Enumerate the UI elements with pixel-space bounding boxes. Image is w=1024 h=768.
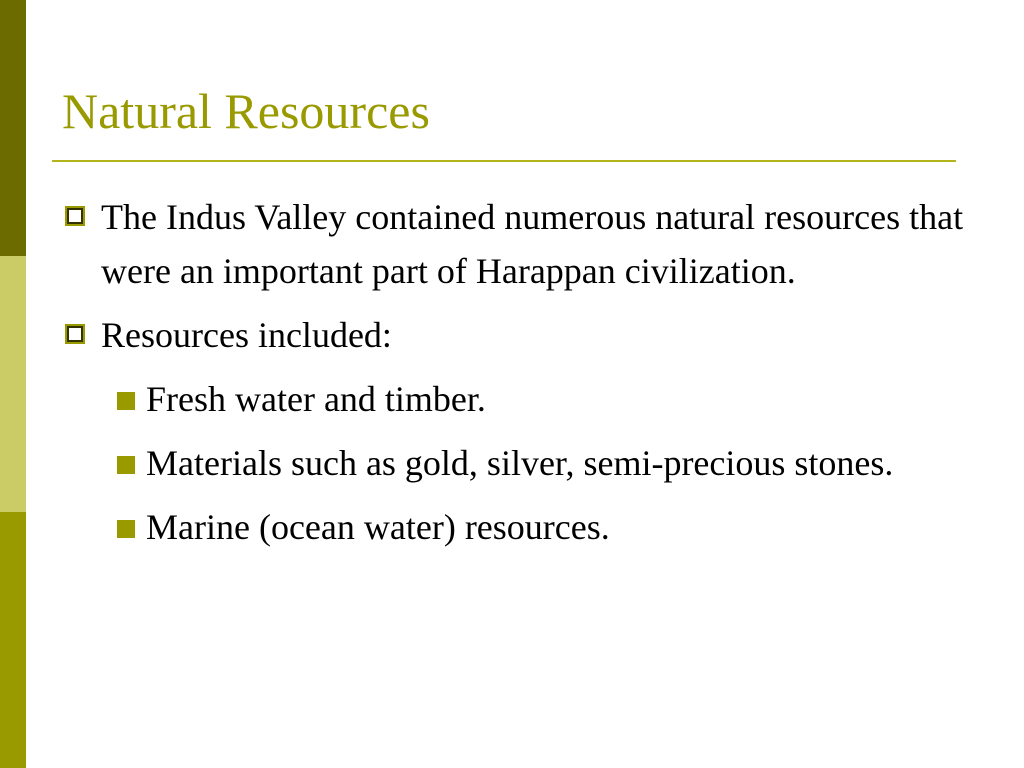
sidebar-stripe-bottom: [0, 512, 26, 768]
sub-bullet-text: Fresh water and timber.: [146, 379, 486, 419]
sub-bullet-item: [64, 372, 964, 426]
slide-title: Natural Resources: [62, 83, 430, 139]
hollow-square-bullet-icon: [66, 207, 84, 225]
bullet-text: The Indus Valley contained numerous natural resources that were an important part of Harappan civilization.: [101, 197, 964, 291]
filled-square-bullet-icon: [117, 520, 135, 538]
bullet-item: [64, 308, 964, 362]
sidebar-stripe-top: [0, 0, 26, 256]
sub-bullet-text: Materials such as gold, silver, semi-precious stones.: [146, 443, 894, 483]
sub-bullet-item: [64, 436, 964, 490]
title-underline: [52, 160, 956, 162]
filled-square-bullet-icon: [117, 392, 135, 410]
sub-bullet-item: [64, 500, 964, 554]
bullet-item: [64, 190, 964, 298]
sub-bullet-text: Marine (ocean water) resources.: [146, 507, 610, 547]
hollow-square-bullet-icon: [66, 325, 84, 343]
sidebar-stripe-middle: [0, 256, 26, 512]
bullet-text: Resources included:: [101, 315, 392, 355]
slide-body: [64, 190, 964, 564]
filled-square-bullet-icon: [117, 456, 135, 474]
